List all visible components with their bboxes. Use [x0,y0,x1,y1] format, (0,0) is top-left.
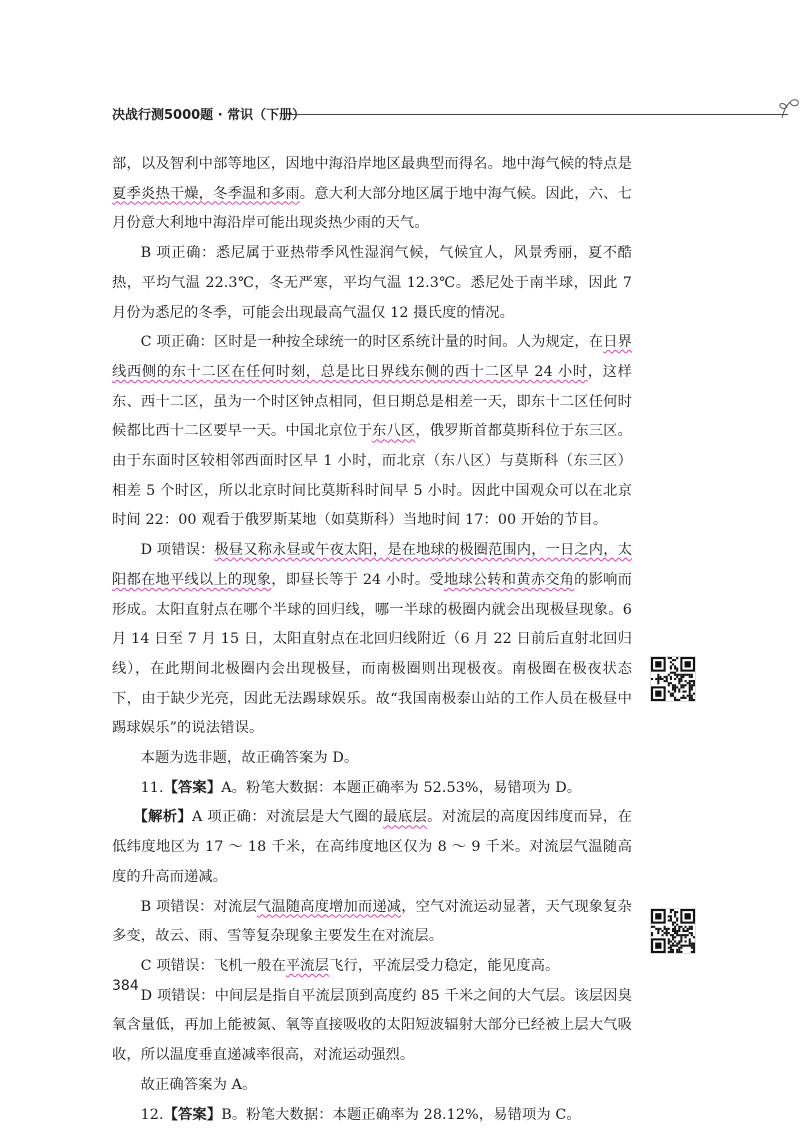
page-number: 384 [112,978,139,994]
annotated-text: 极昼又称永昼或午夜太阳，是在地球的极圈范围内，一日之内，太阳都在地平线以上的现象 [112,542,632,588]
paragraph-conclusion-11: 故正确答案为 A。 [112,1071,632,1101]
running-header [112,100,712,126]
paragraph-option-d: D 项错误：极昼又称永昼或午夜太阳，是在地球的极圈范围内，一日之内，太阳都在地平线以上的现象，即昼长等于 24 小时。受地球公转和黄赤交角的影响而形成。太阳直射点在哪个半球的回归线，哪一半球的极圈内就会出现极昼现象。6 月 14 日至 7 月 15 日，太阳直射点在北回归线附近（6 月 22 日前后直射北回归线），在此期间北极圈内会出现极昼，而南极圈则出现极夜。南极圈在极夜状态下，由于缺少光亮，因此无法踢球娱乐。故“我国南极泰山站的工作人员在极昼中踢球娱乐”的说法错误。 [112,536,632,744]
answer-tag: 【答案】 [164,780,222,796]
paragraph-climate-a: 部，以及智利中部等地区，因地中海沿岸地区最典型而得名。地中海气候的特点是夏季炎热干燥，冬季温和多雨。意大利大部分地区属于地中海气候。因此，六、七月份意大利地中海沿岸可能出现炎热少雨的天气。 [112,150,632,239]
annotated-text: 夏季炎热干燥，冬季温和多雨 [112,186,300,202]
qr-code-icon[interactable] [650,908,696,954]
analysis-11: 【解析】A 项正确：对流层是大气圈的最底层。对流层的高度因纬度而异，在低纬度地区为 17 ～ 18 千米，在高纬度地区仅为 8 ～ 9 千米。对流层气温随高度的升高而递减。 [112,803,632,892]
book-title: 决战行测5000题 · 常识（下册） [112,104,305,123]
qr-code-icon[interactable] [650,656,696,702]
answer-11: 11.【答案】A。粉笔大数据：本题正确率为 52.53%，易错项为 D。 [112,774,632,804]
paragraph-option-b: B 项正确：悉尼属于亚热带季风性湿润气候，气候宜人，风景秀丽，夏不酷热，平均气温 22.3℃，冬无严寒，平均气温 12.3℃。悉尼处于南半球，因此 7 月份为悉尼的冬季，可能会出现最高气温仅 12 摄氏度的情况。 [112,239,632,328]
paragraph-option-b-11: B 项错误：对流层气温随高度增加而递减，空气对流运动显著，天气现象复杂多变，故云、雨、雪等复杂现象主要发生在对流层。 [112,893,632,952]
analysis-tag: 【解析】 [133,809,192,825]
paragraph-option-c-11: C 项错误：飞机一般在平流层飞行，平流层受力稳定，能见度高。 [112,952,632,982]
sprout-icon [776,96,800,122]
annotated-text: 东八区 [372,423,415,439]
header-divider [288,114,788,115]
paragraph-option-c: C 项正确：区时是一种按全球统一的时区系统计量的时间。人为规定，在日界线西侧的东十二区在任何时刻，总是比日界线东侧的西十二区早 24 小时，这样东、西十二区，虽为一个时区钟点相同，但日期总是相差一天，即东十二区任何时候都比西十二区要早一天。中国北京位于东八区，俄罗斯首都莫斯科位于东三区。由于东面时区较相邻西面时区早 1 小时，而北京（东八区）与莫斯科（东三区）相差 5 个时区，所以北京时间比莫斯科时间早 5 小时。因此中国观众可以在北京时间 22：00 观看于俄罗斯某地（如莫斯科）当地时间 17：00 开始的节目。 [112,328,632,536]
answer-tag: 【答案】 [164,1107,222,1123]
paragraph-option-d-11: D 项错误：中间层是指自平流层顶到高度约 85 千米之间的大气层。该层因臭氧含量低，再加上能被氮、氧等直接吸收的太阳短波辐射大部分已经被上层大气吸收，所以温度垂直递减率很高，对流运动强烈。 [112,982,632,1071]
annotated-text: 平流层 [286,958,329,974]
paragraph-conclusion-10: 本题为选非题，故正确答案为 D。 [112,744,632,774]
page-body [112,150,632,1130]
annotated-text: 地球公转和黄赤交角 [444,572,574,588]
annotated-text: 最底层 [383,809,427,825]
answer-12: 12.【答案】B。粉笔大数据：本题正确率为 28.12%，易错项为 C。 [112,1101,632,1130]
annotated-text: 气温随高度增加而递减 [257,899,401,915]
annotated-text: 日界线西侧的东十二区在任何时刻，总是比日界线东侧的西十二区早 24 小时 [112,334,632,380]
